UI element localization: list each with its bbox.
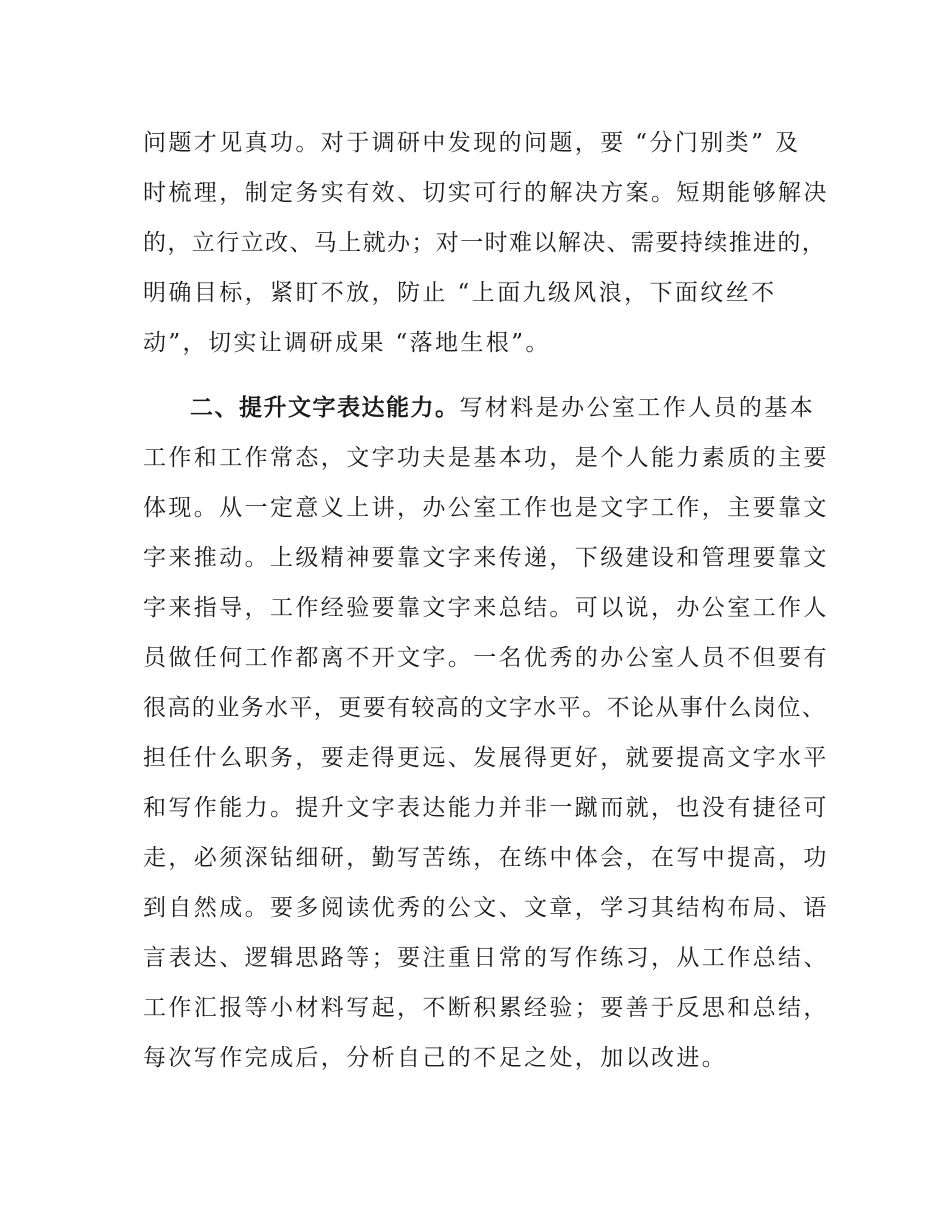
paragraph1-line: 动”，切实让调研成果 “落地生根”。 bbox=[143, 330, 551, 356]
section-heading: 二、提升文字表达能力。 bbox=[190, 395, 460, 421]
paragraph2-line: 和写作能力。提升文字表达能力并非一蹴而就，也没有捷径可 bbox=[143, 795, 829, 821]
paragraph2-first-line-text: 写材料是办公室工作人员的基本 bbox=[459, 395, 816, 421]
paragraph2-first-line bbox=[190, 393, 815, 423]
paragraph1-line: 明确目标，紧盯不放，防止 “上面九级风浪，下面纹丝不 bbox=[143, 280, 777, 306]
paragraph2-line: 字来推动。上级精神要靠文字来传递，下级建设和管理要靠文 bbox=[143, 545, 829, 571]
paragraph2-line: 很高的业务水平，更要有较高的文字水平。不论从事什么岗位、 bbox=[143, 695, 827, 721]
paragraph2-line: 走，必须深钻细研，勤写苦练，在练中体会，在写中提高，功 bbox=[143, 845, 829, 871]
paragraph2-line: 言表达、逻辑思路等；要注重日常的写作练习，从工作总结、 bbox=[143, 945, 829, 971]
paragraph2-line: 员做任何工作都离不开文字。一名优秀的办公室人员不但要有 bbox=[143, 645, 829, 671]
paragraph2-line: 到自然成。要多阅读优秀的公文、文章，学习其结构布局、语 bbox=[143, 895, 829, 921]
paragraph2-line: 每次写作完成后，分析自己的不足之处，加以改进。 bbox=[143, 1045, 728, 1071]
paragraph1-line: 的，立行立改、马上就办；对一时难以解决、需要持续推进的， bbox=[143, 230, 827, 256]
paragraph2-line: 担任什么职务，要走得更远、发展得更好，就要提高文字水平 bbox=[143, 745, 829, 771]
paragraph2-line: 字来指导，工作经验要靠文字来总结。可以说，办公室工作人 bbox=[143, 595, 829, 621]
paragraph2-line: 工作汇报等小材料写起，不断积累经验；要善于反思和总结， bbox=[143, 995, 829, 1021]
paragraph2-line: 工作和工作常态，文字功夫是基本功，是个人能力素质的主要 bbox=[143, 445, 829, 471]
paragraph1-line: 问题才见真功。对于调研中发现的问题，要 “分门别类” 及 bbox=[143, 130, 801, 156]
paragraph2-line: 体现。从一定意义上讲，办公室工作也是文字工作，主要靠文 bbox=[143, 495, 829, 521]
paragraph1-line: 时梳理，制定务实有效、切实可行的解决方案。短期能够解决 bbox=[143, 180, 829, 206]
